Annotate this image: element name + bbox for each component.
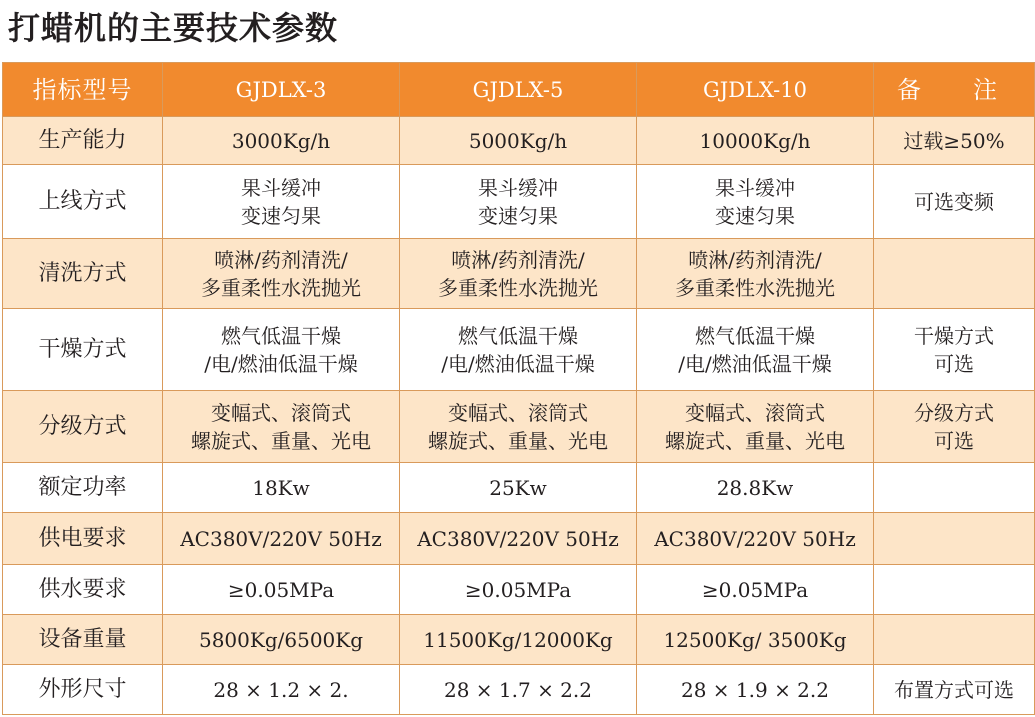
cell-text-line: 分级方式 bbox=[914, 400, 994, 425]
table-row bbox=[3, 239, 1035, 309]
cell-gjdlx-3 bbox=[163, 239, 400, 309]
cell-text-line: 喷淋/药剂清洗/ bbox=[451, 247, 585, 272]
cell-text-line: 3000Kg/h bbox=[231, 128, 331, 153]
cell-gjdlx-10 bbox=[637, 565, 874, 615]
row-label: 分级方式 bbox=[3, 391, 163, 463]
cell-gjdlx-5 bbox=[400, 665, 637, 715]
cell-gjdlx-3 bbox=[163, 513, 400, 565]
cell-gjdlx-10 bbox=[637, 117, 874, 165]
cell-text-line: ≥0.05MPa bbox=[464, 577, 572, 602]
cell-text-line: /电/燃油低温干燥 bbox=[678, 351, 832, 376]
cell-gjdlx-3 bbox=[163, 117, 400, 165]
cell-text-line: 28 × 1.7 × 2.2 bbox=[443, 677, 592, 702]
cell-text-line: 12500Kg/ 3500Kg bbox=[663, 627, 847, 652]
cell-text-line: 螺旋式、重量、光电 bbox=[191, 428, 371, 453]
cell-text-line: 变幅式、滚筒式 bbox=[685, 400, 825, 425]
cell-text-line: 28 × 1.9 × 2.2 bbox=[680, 677, 829, 702]
cell-text-line: 11500Kg/12000Kg bbox=[423, 627, 613, 652]
cell-gjdlx-5 bbox=[400, 513, 637, 565]
table-row bbox=[3, 565, 1035, 615]
cell-notes bbox=[874, 565, 1035, 615]
cell-gjdlx-10 bbox=[637, 463, 874, 513]
cell-notes bbox=[874, 117, 1035, 165]
table-row bbox=[3, 309, 1035, 391]
header-cell-notes: 备 注 bbox=[874, 63, 1035, 117]
cell-gjdlx-3 bbox=[163, 391, 400, 463]
cell-notes bbox=[874, 391, 1035, 463]
cell-notes bbox=[874, 239, 1035, 309]
cell-gjdlx-3 bbox=[163, 665, 400, 715]
row-label: 清洗方式 bbox=[3, 239, 163, 309]
cell-text-line: 果斗缓冲 bbox=[478, 175, 558, 200]
cell-text-line: 螺旋式、重量、光电 bbox=[428, 428, 608, 453]
cell-text-line: 变幅式、滚筒式 bbox=[448, 400, 588, 425]
row-label: 设备重量 bbox=[3, 615, 163, 665]
cell-text-line: 干燥方式 bbox=[914, 323, 994, 348]
cell-text-line: 5000Kg/h bbox=[468, 128, 568, 153]
cell-text-line: 布置方式可选 bbox=[894, 677, 1014, 702]
cell-gjdlx-3 bbox=[163, 463, 400, 513]
row-label: 供电要求 bbox=[3, 513, 163, 565]
cell-text-line: AC380V/220V 50Hz bbox=[417, 526, 619, 551]
cell-text-line: 过载≥50% bbox=[903, 128, 1005, 153]
row-label: 上线方式 bbox=[3, 165, 163, 239]
cell-text-line: 燃气低温干燥 bbox=[221, 323, 341, 348]
cell-text-line: ≥0.05MPa bbox=[701, 577, 809, 602]
cell-text-line: 多重柔性水洗抛光 bbox=[201, 275, 361, 300]
cell-notes bbox=[874, 615, 1035, 665]
cell-notes bbox=[874, 665, 1035, 715]
table-row bbox=[3, 665, 1035, 715]
cell-text-line: /电/燃油低温干燥 bbox=[441, 351, 595, 376]
cell-gjdlx-5 bbox=[400, 117, 637, 165]
page-title: 打蜡机的主要技术参数 bbox=[8, 9, 339, 47]
header-cell-gjdlx-5: GJDLX-5 bbox=[400, 63, 637, 117]
cell-gjdlx-10 bbox=[637, 513, 874, 565]
cell-text-line: ≥0.05MPa bbox=[227, 577, 335, 602]
cell-text-line: 28 × 1.2 × 2. bbox=[213, 677, 349, 702]
cell-text-line: /电/燃油低温干燥 bbox=[204, 351, 358, 376]
cell-gjdlx-10 bbox=[637, 615, 874, 665]
cell-gjdlx-3 bbox=[163, 165, 400, 239]
table-row bbox=[3, 391, 1035, 463]
cell-notes bbox=[874, 513, 1035, 565]
header-cell-gjdlx-10: GJDLX-10 bbox=[637, 63, 874, 117]
cell-gjdlx-5 bbox=[400, 391, 637, 463]
cell-notes bbox=[874, 165, 1035, 239]
cell-text-line: 可选变频 bbox=[914, 189, 994, 214]
table-row bbox=[3, 615, 1035, 665]
cell-text-line: 燃气低温干燥 bbox=[695, 323, 815, 348]
table-row bbox=[3, 165, 1035, 239]
cell-text-line: 5800Kg/6500Kg bbox=[198, 627, 364, 652]
cell-gjdlx-10 bbox=[637, 665, 874, 715]
table-row bbox=[3, 513, 1035, 565]
cell-gjdlx-5 bbox=[400, 309, 637, 391]
cell-text-line: 变速匀果 bbox=[478, 203, 558, 228]
spec-table bbox=[2, 62, 1035, 715]
cell-text-line: 喷淋/药剂清洗/ bbox=[688, 247, 822, 272]
cell-text-line: 果斗缓冲 bbox=[715, 175, 795, 200]
cell-gjdlx-10 bbox=[637, 239, 874, 309]
row-label: 生产能力 bbox=[3, 117, 163, 165]
cell-text-line: 10000Kg/h bbox=[699, 128, 811, 153]
row-label: 外形尺寸 bbox=[3, 665, 163, 715]
cell-text-line: 螺旋式、重量、光电 bbox=[665, 428, 845, 453]
cell-gjdlx-5 bbox=[400, 165, 637, 239]
row-label: 额定功率 bbox=[3, 463, 163, 513]
cell-gjdlx-5 bbox=[400, 565, 637, 615]
cell-text-line: AC380V/220V 50Hz bbox=[180, 526, 382, 551]
cell-text-line: 变幅式、滚筒式 bbox=[211, 400, 351, 425]
header-row bbox=[3, 63, 1035, 117]
cell-gjdlx-3 bbox=[163, 309, 400, 391]
cell-text-line: 多重柔性水洗抛光 bbox=[438, 275, 598, 300]
cell-gjdlx-5 bbox=[400, 463, 637, 513]
cell-text-line: AC380V/220V 50Hz bbox=[654, 526, 856, 551]
cell-gjdlx-5 bbox=[400, 615, 637, 665]
cell-text-line: 多重柔性水洗抛光 bbox=[675, 275, 835, 300]
header-cell-gjdlx-3: GJDLX-3 bbox=[163, 63, 400, 117]
cell-text-line: 燃气低温干燥 bbox=[458, 323, 578, 348]
cell-text-line: 28.8Kw bbox=[716, 475, 794, 500]
cell-text-line: 果斗缓冲 bbox=[241, 175, 321, 200]
cell-gjdlx-3 bbox=[163, 565, 400, 615]
table-row bbox=[3, 117, 1035, 165]
cell-gjdlx-10 bbox=[637, 309, 874, 391]
cell-text-line: 变速匀果 bbox=[241, 203, 321, 228]
cell-text-line: 25Kw bbox=[489, 475, 547, 500]
cell-gjdlx-5 bbox=[400, 239, 637, 309]
cell-notes bbox=[874, 463, 1035, 513]
cell-gjdlx-10 bbox=[637, 391, 874, 463]
header-cell-model-label: 指标型号 bbox=[3, 63, 163, 117]
cell-text-line: 18Kw bbox=[252, 475, 310, 500]
table-row bbox=[3, 463, 1035, 513]
cell-text-line: 喷淋/药剂清洗/ bbox=[214, 247, 348, 272]
row-label: 干燥方式 bbox=[3, 309, 163, 391]
cell-gjdlx-3 bbox=[163, 615, 400, 665]
cell-gjdlx-10 bbox=[637, 165, 874, 239]
row-label: 供水要求 bbox=[3, 565, 163, 615]
cell-text-line: 变速匀果 bbox=[715, 203, 795, 228]
cell-notes bbox=[874, 309, 1035, 391]
cell-text-line: 可选 bbox=[934, 351, 974, 376]
cell-text-line: 可选 bbox=[934, 428, 974, 453]
